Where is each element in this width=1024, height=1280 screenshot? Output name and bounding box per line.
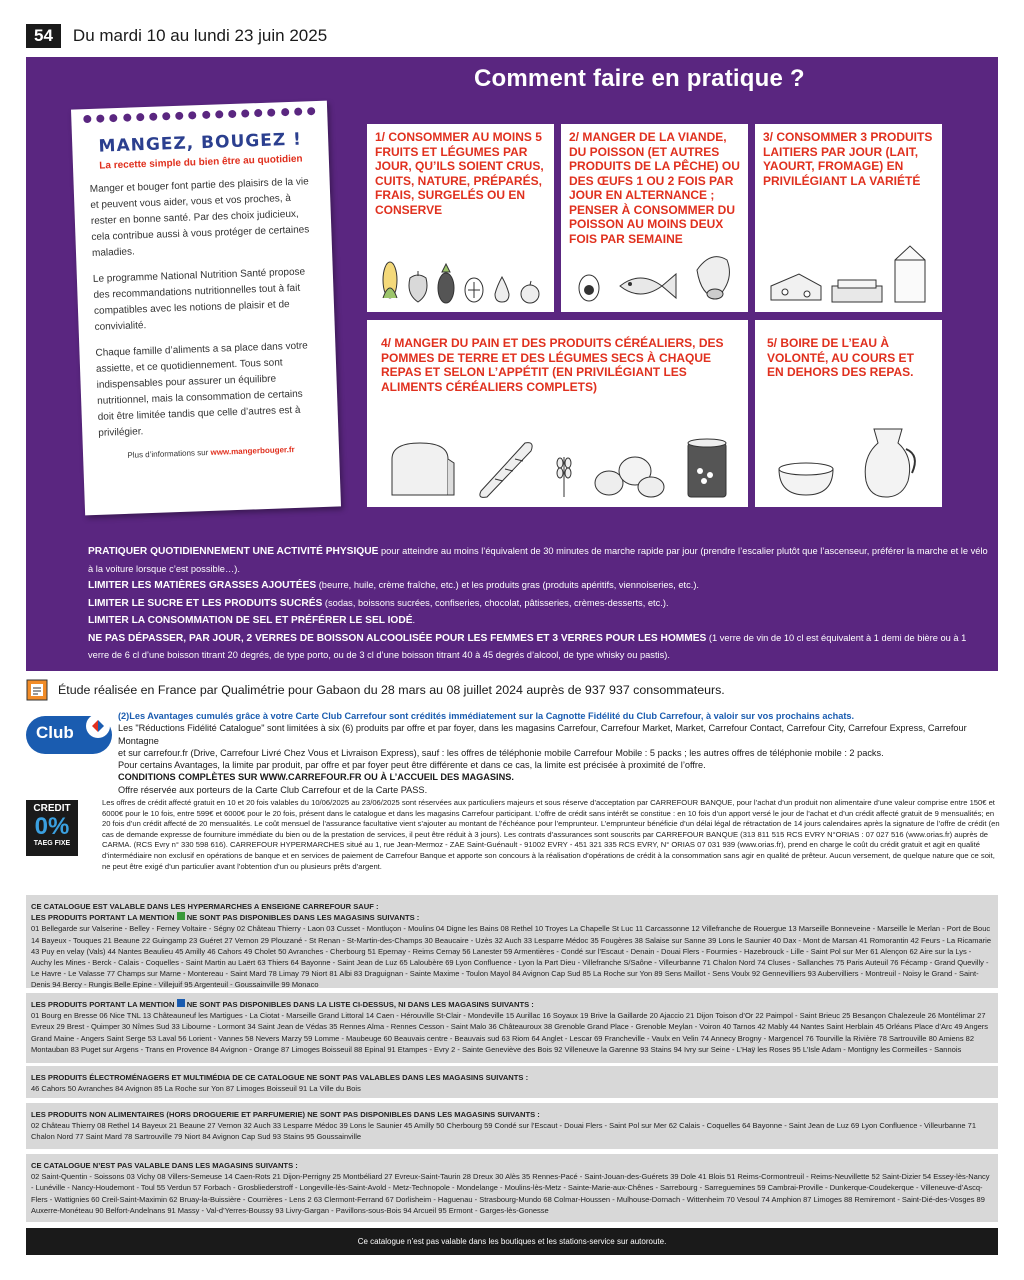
credit-legal-text: Les offres de crédit affecté gratuit en 10 et 20 fois valables du 10/06/2025 au 23/06/2025 sont réservées aux particuliers majeurs et sous réserve d’acceptation par CARREFOUR BANQUE, pour l’achat d’un produit non alimentaire d’une valeur comprise entre 150€ et 6000€ pour le 10 fois, entre 599€ et 6000€ pour le 20 fois, présent dans le catalogue et dans les magasins Carrefour participant. L’offre de crédit sans intérêt se constitue : en 10 fois d’un apport versé le jour de l’achat et d’un crédit affecté gratuit de 9 mensualités; en 20 fois d’un crédit affecté de 20 mensualités. Le coût mensuel de l’assurance facultative vient s’ajouter au montant de l’échéance pour l’emprunteur. L’emprunteur bénéficie d’un délai légal de rétractation de 14 jours calendaires après la signature de l’offre de crédit (en cas de demande expresse de fourniture immédiate du bien ou de la prestation de services, il peut être réduit à 3 jours). Les contrats d’assurances sont souscrits par CARREFOUR BANQUE (313 811 515 RCS EVRY N°ORIAS : 07 027 516 (www.orias.fr) auprès de CARMA. (RCS Evry n° 330 598 616). CARREFOUR HYPERMARCHES situé au 1, rue Jean-Mermoz - ZAE Saint-Guénault - 91002 EVRY - 451 321 335 RCS EVRY, N° ORIAS 07 031 939 (www.orias.fr), prend en charge le coût du crédit gratuit et agit en qualité d’intermédiaire non exclusif en opérations de banque et en services de paiement de Carrefour Banque et apporte son concours à la réalisation d’opérations de crédit à la consommation sans agir en qualité de prêteur. Aucun versement, de quelque nature que ce soit, ne peut être exigé d’un particulier avant l’obtention d’un ou plusieurs prêts d’argent. [102, 798, 1000, 871]
club-logo-label: Club [36, 723, 74, 742]
corn-icon [380, 258, 400, 304]
store-list: 02 Saint-Quentin - Soissons 03 Vichy 08 Villers-Semeuse 14 Caen-Rots 21 Dijon-Perrigny 25 Montbéliard 27 Evreux-Saint-Taurin 28 Dreux 30 Alès 35 Rennes-Pacé - Saint-Jouan-des-Guérets 39 Dole 41 Blois 51 Reims-Cormontreuil - Reims-Neuvillette 52 Saint-Dizier 54 Essey-lès-Nancy - Lunéville - Nancy-Houdemont - Toul 55 Verdun 57 Forbach - Grosbliederstroff - Longeville-lès-Saint-Avold - Metz-Technopole - Mondelange - Moulins-lès-Metz - Sainte-Marie-aux-Chênes - Sarrebourg - Sarreguemines 59 Cambrai-Proville - Dunkerque-Coudekerque - Villeneuve-d’Ascq-Flers - Wattignies 60 Creil-Saint-Maximin 62 Bruay-la-Buissière - Courrières - Lens 2 63 Clermont-Ferrand 67 Dorlisheim - Haguenau - Strasbourg-Mundo 68 Colmar-Houssen - Mulhouse-Dornach - Wittenheim 70 Vesoul 74 Amphion 87 Limoges 88 Remiremont - Saint-Dié-des-Vosges 89 Auxerre-Monéteau 90 Belfort-Andelnans 91 Massy - Val-d’Yerres-Boussy 93 Livry-Gargan - Pavillons-sous-Bois 94 Arcueil 95 Ermont - Garges-lès-Gonesse [31, 1172, 990, 1215]
box-heading: CE CATALOGUE EST VALABLE DANS LES HYPERMARCHES A ENSEIGNE CARREFOUR SAUF : [31, 902, 379, 911]
potatoes-icon [591, 449, 667, 499]
study-text: Étude réalisée en France par Qualimétrie pour Gabaon du 28 mars au 08 juillet 2024 auprès de 937 937 consommateurs. [58, 683, 725, 697]
beans-can-icon [684, 437, 730, 499]
blue-mention-icon [177, 999, 185, 1007]
card-dairy [755, 124, 942, 312]
club-line: (2)Les Avantages cumulés grâce à votre Carte Club Carrefour sont crédités immédiatement sur la Cagnotte Fidélité du Club Carrefour, à valoir sur vos prochains achats. [118, 711, 855, 721]
rule-physical-activity: PRATIQUER QUOTIDIENNEMENT UNE ACTIVITÉ PHYSIQUE pour atteindre au moins l’équivalent de 30 minutes de marche rapide par jour (prendre l’escalier plutôt que l’ascenseur, préférer la marche et le vélo à la voiture lorsque c’est possible…). [88, 546, 988, 574]
club-conditions: CONDITIONS COMPLÈTES SUR WWW.CARREFOUR.FR OU À L’ACCUEIL DES MAGASINS. [118, 772, 514, 783]
footer-bar: Ce catalogue n’est pas valable dans les boutiques et les stations-service sur autoroute. [26, 1228, 998, 1255]
note-title: MANGEZ, BOUGEZ ! [98, 129, 303, 157]
credit-block [26, 798, 998, 890]
club-line: Pour certains Avantages, la limite par produit, par offre et par foyer peut être différente et dans ce cas, la limite est précisée à proximité de l’offre. [118, 760, 706, 771]
bowl-icon [775, 455, 837, 499]
card-fruits-vegetables [367, 124, 554, 312]
baguette-icon [473, 435, 537, 499]
survey-badge-icon [26, 679, 48, 701]
stores-box-4 [26, 1103, 998, 1149]
butter-icon [830, 278, 884, 304]
card-text: 4/ MANGER DU PAIN ET DES PRODUITS CÉRÉALIERS, DES POMMES DE TERRE ET DES LÉGUMES SECS À CHAQUE REPAS ET SELON L’APPÉTIT (EN PRIVILÉGIANT LES ALIMENTS CÉRÉALIERS COMPLETS) [381, 336, 724, 394]
page-number: 54 [26, 24, 61, 48]
box-heading: LES PRODUITS PORTANT LA MENTION NE SONT PAS DISPONIBLES DANS LES MAGASINS SUIVANTS : [31, 913, 420, 923]
rule-alcohol: NE PAS DÉPASSER, PAR JOUR, 2 VERRES DE BOISSON ALCOOLISÉE POUR LES FEMMES ET 3 VERRES POUR LES HOMMES (1 verre de vin de 10 cl est équivalent à 1 demi de bière ou à 1 verre de 6 cl d’une boisson titrant 20 degrés, de type porto, ou de 3 cl d’une boisson titrant 40 à 45 degrés d’alcool, de type whisky ou pastis). [88, 632, 967, 660]
box-heading: CE CATALOGUE N’EST PAS VALABLE DANS LES MAGASINS SUIVANTS : [31, 1161, 298, 1170]
notebook-rings [83, 107, 315, 123]
club-line: Les "Réductions Fidélité Catalogue" sont limitées à six (6) produits par offre et par foyer, dans les magasins Carrefour, Carrefour Market, Market, Carrefour Contact, Carrefour City, Carrefour Express, Carrefour Montagne [118, 723, 967, 746]
store-list: 02 Château Thierry 08 Rethel 14 Bayeux 21 Beaune 27 Vernon 32 Auch 33 Lesparre Médoc 39 Lons le Saunier 45 Amilly 50 Cherbourg 59 Condé sur l’Escaut - Douai Flers - Saint Pol sur Mer 62 Calais - Coquelles 64 Bayonne - Saint Jean de Luz 69 Lyon Confluence - Villeurbanne 71 Chalon Nord 77 Saint Mard 78 Sartrouville 79 Niort 84 Avignon Cap Sud 93 Stains 95 Goussainville [31, 1121, 977, 1142]
note-paragraph: Manger et bouger font partie des plaisirs de la vie et peuvent vous aider, vous et vos proches, à rester en bonne santé. Par des choix judicieux, cela contribue aussi à vous protéger de certaines maladies. [89, 176, 310, 259]
card-text: 1/ CONSOMMER AU MOINS 5 FRUITS ET LÉGUMES PAR JOUR, QU’ILS SOIENT CRUS, CUITS, NATURE, PRÉPARÉS, FRAIS, SURGELÉS OU EN CONSERVE [375, 130, 544, 217]
card-text: 2/ MANGER DE LA VIANDE, DU POISSON (ET AUTRES PRODUITS DE LA PÊCHE) OU DES ŒUFS 1 OU 2 FOIS PAR JOUR EN ALTERNANCE ; PENSER À CONSOMMER DU POISSON AU MOINS DEUX FOIS PAR SEMAINE [569, 130, 740, 246]
date-range: Du mardi 10 au lundi 23 juin 2025 [72, 26, 328, 45]
store-list: 01 Bourg en Bresse 06 Nice TNL 13 Châteauneuf les Martigues - La Ciotat - Marseille Grand Littoral 14 Caen - Hérouville St-Clair - Mondeville 15 Aurillac 16 Soyaux 19 Brive la Gaillarde 20 Ajaccio 21 Dijon Toison d’Or 22 Paimpol - Saint Brieuc 25 Besançon Chalezeule 26 Montélimar 27 Evreux 29 Brest - Quimper 30 Nîmes Sud 33 Libourne - Lormont 34 Saint Jean de Védas 35 Rennes Alma - Rennes Cesson - Saint Malo 36 Châteauroux 38 Grenoble Grand Place - Grenoble Meylan - Voiron 40 Tarnos 42 Mably 44 Nantes Saint Herblain 45 Orléans Place d’Arc 49 Angers Grand Maine - Angers Saint Serge 53 Laval 56 Lorient - Vannes 58 Nevers Marzy 59 Lomme - Maubeuge 60 Beauvais centre - Beauvais sud 63 Riom 64 Anglet - Lescar 69 Francheville - Vaulx en Velin 74 Annecy Brogny - Margencel 76 Tourville la Rivière 78 Sartrouville 80 Amiens 82 Montauban 83 Puget sur Argens - Trans en Provence 84 Avignon - Orange 87 Limoges Boisseuil 88 Epinal 91 Etampes - Evry 2 - Sainte Geneviève des Bois 92 Villeneuve la Garenne 93 Stains 94 Ivry sur Seine - L’Haÿ les Roses 95 L’Isle Adam - Montigny les Cormeilles - Sannois [31, 1011, 989, 1054]
mangerbouger-link[interactable]: www.mangerbouger.fr [210, 444, 295, 457]
stores-box-3 [26, 1066, 998, 1098]
pear-icon [491, 274, 513, 304]
green-mention-icon [177, 912, 185, 920]
club-line: Offre réservée aux porteurs de la Carte Club Carrefour et de la Carte PASS. [118, 784, 428, 795]
rule-salt: LIMITER LA CONSOMMATION DE SEL ET PRÉFÉRER LE SEL IODÉ. [88, 615, 416, 626]
club-carrefour-block [26, 708, 998, 795]
mangez-bougez-note [71, 101, 341, 516]
card-text: 3/ CONSOMMER 3 PRODUITS LAITIERS PAR JOUR (LAIT, YAOURT, FROMAGE) EN PRIVILÉGIANT LA VARIÉTÉ [763, 130, 933, 188]
page-header [26, 24, 327, 48]
box-heading: LES PRODUITS ÉLECTROMÉNAGERS ET MULTIMÉDIA DE CE CATALOGUE NE SONT PAS VALABLES DANS LES MAGASINS SUIVANTS : [31, 1073, 529, 1082]
wheat-icon [554, 449, 574, 499]
note-paragraph: Chaque famille d’aliments a sa place dans votre assiette, et ce quotidiennement. Tous sont indispensables pour assurer un équilibre nutritionnel, mais la consommation de certains doit être limitée tandis que celle d’autres est à privilégier. [95, 340, 308, 439]
ham-icon [691, 250, 733, 304]
cheese-icon [769, 270, 823, 304]
stores-box-1 [26, 895, 998, 988]
study-line [26, 680, 725, 700]
stores-box-5 [26, 1154, 998, 1222]
rule-fats: LIMITER LES MATIÈRES GRASSES AJOUTÉES (beurre, huile, crème fraîche, etc.) et les produits gras (produits apéritifs, viennoiseries, etc.). [88, 580, 700, 591]
lemon-icon [463, 276, 485, 304]
rule-sugar: LIMITER LE SUCRE ET LES PRODUITS SUCRÉS (sodas, boissons sucrées, confiseries, chocolat, pâtisseries, crèmes-desserts, etc.). [88, 597, 669, 609]
box-heading: LES PRODUITS PORTANT LA MENTION NE SONT PAS DISPONIBLES DANS LA LISTE CI-DESSUS, NI DANS LES MAGASINS SUIVANTS : [31, 1000, 534, 1009]
note-subtitle: La recette simple du bien être au quotidien [99, 153, 303, 172]
stores-box-2 [26, 993, 998, 1063]
water-jug-icon [856, 423, 922, 499]
milk-carton-icon [891, 242, 929, 304]
pepper-icon [406, 270, 430, 304]
credit-0-logo: CREDIT 0% TAEG FIXE [26, 800, 78, 856]
bread-icon [386, 439, 456, 499]
note-paragraph: Le programme National Nutrition Santé propose des recommandations nutritionnelles tout à fait compatibles avec les notions de plaisir et de convivialité. [92, 266, 306, 333]
fish-icon [616, 268, 680, 304]
card-meat-fish-eggs [561, 124, 748, 312]
store-list: 01 Bellegarde sur Valserine - Belley - Ferney Voltaire - Ségny 02 Château Thierry - Laon 03 Cusset - Montluçon - Moulins 04 Digne les Bains 08 Rethel 10 Troyes La Chapelle St Luc 11 Carcassonne 12 Villefranche de Rouergue 13 Marseille Bonneveine - Marseille le Merlan - Port de Bouc 14 Bayeux - Touques 21 Beaune 22 Guingamp 23 Guéret 27 Vernon 29 Plouzané - St Renan - St-Martin-des-Champs 30 Beaucaire - Uzès 32 Auch 33 Lesparre Médoc 35 Fougères 38 Salaise sur Sanne 39 Lons le Saunier 40 Dax - Mont de Marsan 41 Romorantin 42 Feurs - La Ricamarie 43 Puy en velay (Vals) 44 Nantes Beaulieu 45 Amilly 46 Cahors 49 Cholet 50 Avranches - Cherbourg 51 Epernay - Reims Cernay 56 Lanester 59 Armentières - Condé sur l’Escaut - Denain - Douai Flers - Fourmies - Hazebrouck - Lille - Saint Pol sur Mer 61 Alençon 62 Aire sur la Lys - Auchy les Mines - Berck - Calais - Coquelles - Saint Martin au Laërt 63 Thiers 64 Bayonne - Saint Jean de Luz 65 Laloubère 69 Lyon Confluence - Lyon la Part Dieu - Villefranche S/Saône - Villeurbanne 71 Chalon Nord 74 Cluses - Sallanches 75 Paris Auteuil 76 Fécamp - Grand Quevilly - Le Havre - Le Valasse 77 Champs sur Marne - Montereau - Saint Mard 78 Limay 79 Niort 81 Albi 83 Draguignan - Sainte Maxime - Toulon Mayol 84 Avignon Cap Sud 85 La Roche sur Yon 89 Sens Maillot - Sens Voulx 92 Gennevilliers 93 Aubervilliers - Montreuil - Noisy le Grand - Saint-Denis 94 Bercy - Rungis Belle Epine - Villejuif 95 Argenteuil - Goussainville 99 Monaco [31, 924, 991, 990]
eggplant-icon [436, 262, 456, 304]
section-title: Comment faire en pratique ? [474, 65, 805, 92]
store-list: 46 Cahors 50 Avranches 84 Avignon 85 La Roche sur Yon 87 Limoges Boisseuil 91 La Ville du Bois [31, 1084, 361, 1094]
card-cereals [367, 320, 748, 507]
apple-icon [519, 280, 541, 304]
card-text: 5/ BOIRE DE L’EAU À VOLONTÉ, AU COURS ET EN DEHORS DES REPAS. [767, 336, 914, 379]
box-heading: LES PRODUITS NON ALIMENTAIRES (HORS DROGUERIE ET PARFUMERIE) NE SONT PAS DISPONIBLES DANS LES MAGASINS SUIVANTS : [31, 1110, 540, 1119]
health-rules [88, 543, 988, 664]
note-more-info: Plus d’informations sur www.mangerbouger.fr [127, 444, 295, 460]
club-line: et sur carrefour.fr (Drive, Carrefour Livré Chez Vous et Livraison Express), sauf : les offres de téléphonie mobile Carrefour Mobile : 5 packs ; les autres offres de téléphonie mobile : 2 packs. [118, 747, 884, 758]
egg-icon [576, 270, 606, 304]
card-water [755, 320, 942, 507]
